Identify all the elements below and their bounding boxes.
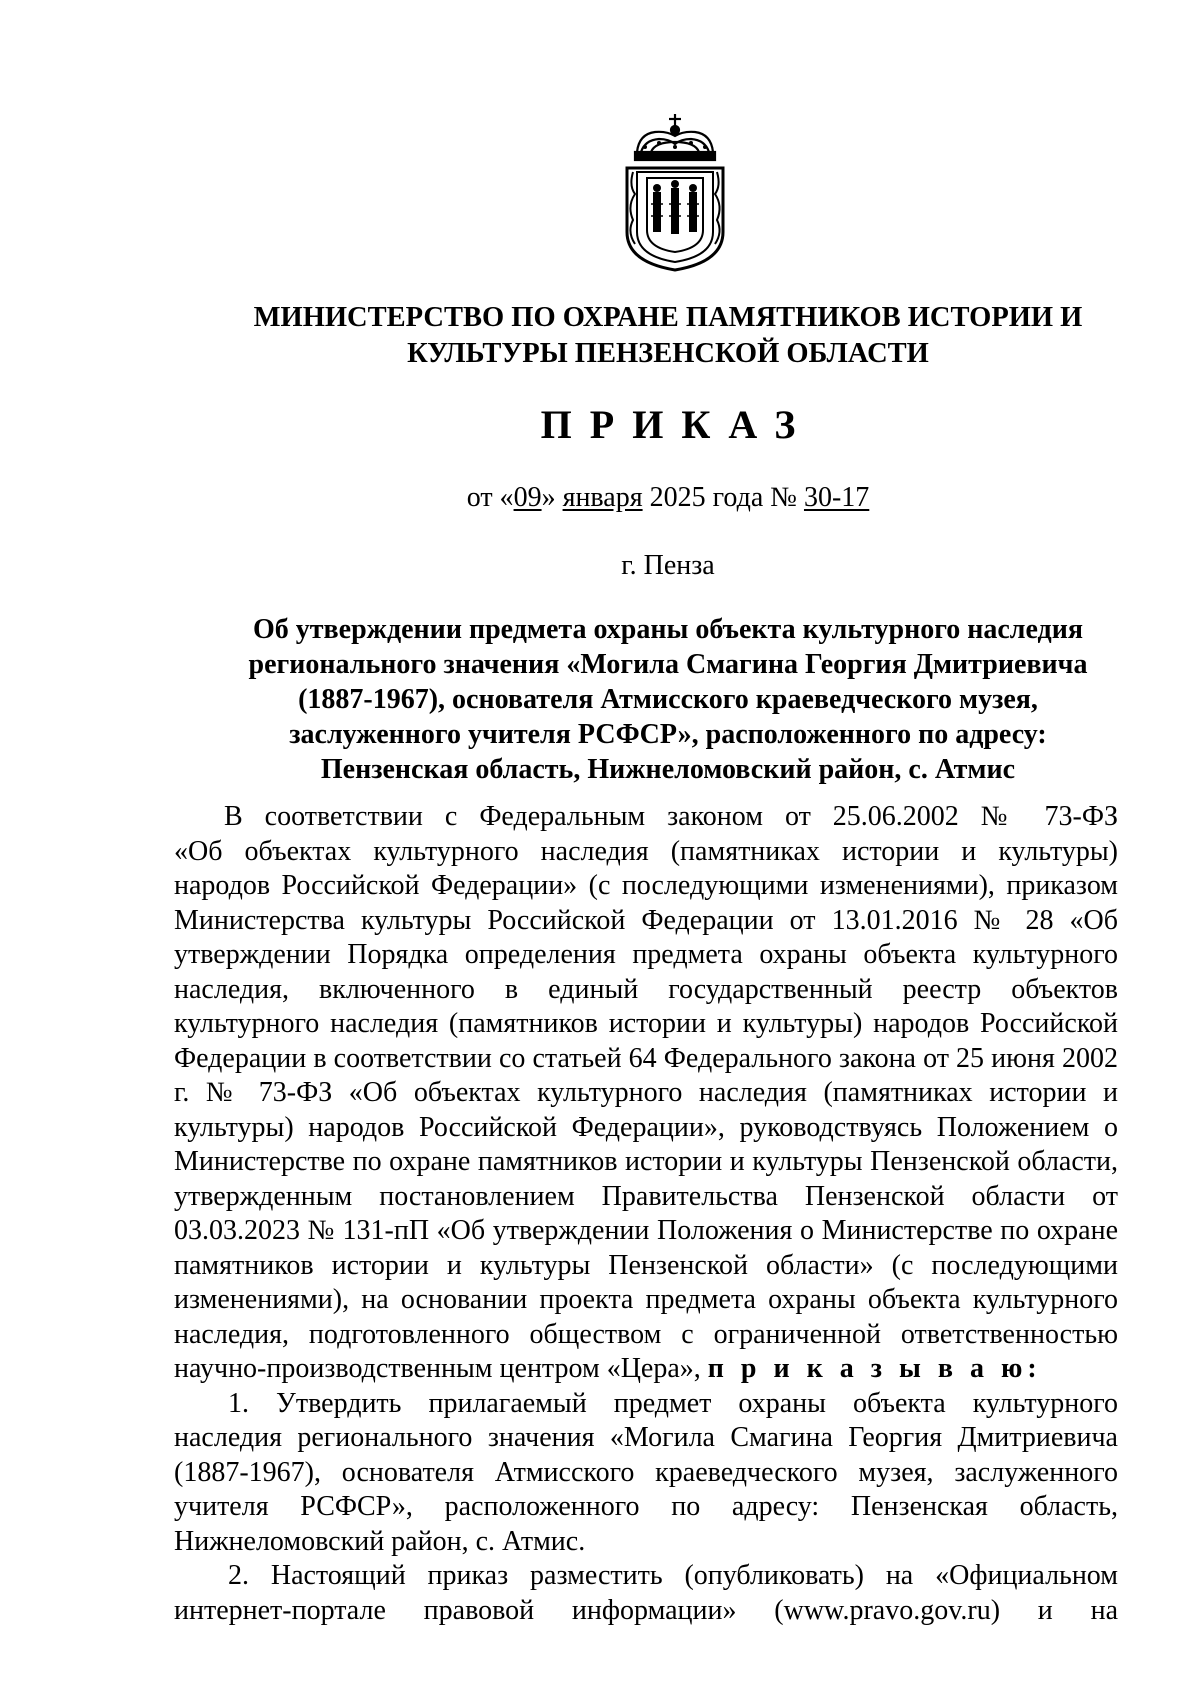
item-2-line: интернет-портале правовой информации» (www.pravo.gov.ru) и на [174,1594,1118,1626]
item-1-line: 1. Утвердить прилагаемый предмет охраны объекта культурного [228,1387,1118,1419]
body-line: «Об объектах культурного наследия (памятниках истории и культуры) [174,835,1118,867]
body-line: Министерстве по охране памятников истории и культуры Пензенской области, [174,1146,1118,1177]
document-type: ПРИКАЗ [540,402,814,447]
order-month: января [562,482,643,513]
order-body [174,800,1118,1628]
body-line: Федерации в соответствии со статьей 64 Федерального закона от 25 июня 2002 [174,1042,1118,1074]
body-line: наследия, подготовленного обществом с ограниченной ответственностью [174,1318,1118,1350]
order-date-number [200,480,1136,516]
body-line: Министерства культуры Российской Федерации от 13.01.2016 № 28 «Об [174,904,1118,936]
ministry-line-2: КУЛЬТУРЫ ПЕНЗЕНСКОЙ ОБЛАСТИ [407,338,929,369]
date-separator: » [541,482,563,513]
preamble-last-text: научно-производственным центром «Цера», [174,1353,701,1384]
item-1-line: учителя РСФСР», расположенного по адресу: Пензенская область, [174,1491,1118,1522]
body-line-last [174,1352,1118,1387]
subject-line: Пензенская область, Нижнеломовский район, с. Атмис [320,754,1016,785]
order-year-text: 2025 года № [642,482,804,513]
order-number: 30-17 [803,482,870,513]
body-line: народов Российской Федерации» (с последующими изменениями), приказом [174,870,1118,901]
body-line: В соответствии с Федеральным законом от 25.06.2002 № 73-ФЗ [224,801,1118,832]
body-line: изменениями), на основании проекта предмета охраны объекта культурного [174,1284,1118,1315]
body-line: 03.03.2023 № 131-пП «Об утверждении Положения о Министерстве по охране [174,1215,1118,1246]
body-line: утвержденным постановлением Правительства Пензенской области от [174,1180,1118,1212]
item-1-line: Нижнеломовский район, с. Атмис. [174,1525,586,1557]
subject-line: (1887-1967), основателя Атмисского краеведческого музея, [298,684,1038,715]
subject-line: регионального значения «Могила Смагина Георгия Дмитриевича [248,649,1088,680]
order-subject [200,612,1136,787]
body-line: культурного наследия (памятников истории и культуры) народов Российской [174,1008,1118,1039]
body-line: памятников истории и культуры Пензенской области» (с последующими [174,1249,1118,1281]
ministry-name [200,300,1136,372]
coat-of-arms-icon [615,112,735,272]
ministry-line-1: МИНИСТЕРСТВО ПО ОХРАНЕ ПАМЯТНИКОВ ИСТОРИИ И [253,302,1083,333]
city: г. Пенза [621,550,715,581]
subject-line: Об утверждении предмета охраны объекта культурного наследия [253,614,1083,645]
item-1-line: (1887-1967), основателя Атмисского краеведческого музея, заслуженного [174,1456,1118,1488]
item-1-line: наследия регионального значения «Могила Смагина Георгия Дмитриевича [174,1422,1118,1453]
body-line: утверждении Порядка определения предмета охраны объекта культурного [174,939,1118,970]
item-2-line: 2. Настоящий приказ разместить (опубликовать) на «Официальном [228,1560,1118,1591]
body-line: культуры) народов Российской Федерации», руководствуясь Положением о [174,1111,1118,1143]
order-day: 09 [513,482,542,513]
body-line: г. № 73-ФЗ «Об объектах культурного наследия (памятниках истории и [174,1077,1118,1108]
subject-line: заслуженного учителя РСФСР», расположенного по адресу: [289,719,1047,750]
date-prefix: от « [466,482,514,513]
body-line: наследия, включенного в единый государственный реестр объектов [174,973,1118,1005]
order-word: п р и к а з ы в а ю: [707,1353,1042,1384]
